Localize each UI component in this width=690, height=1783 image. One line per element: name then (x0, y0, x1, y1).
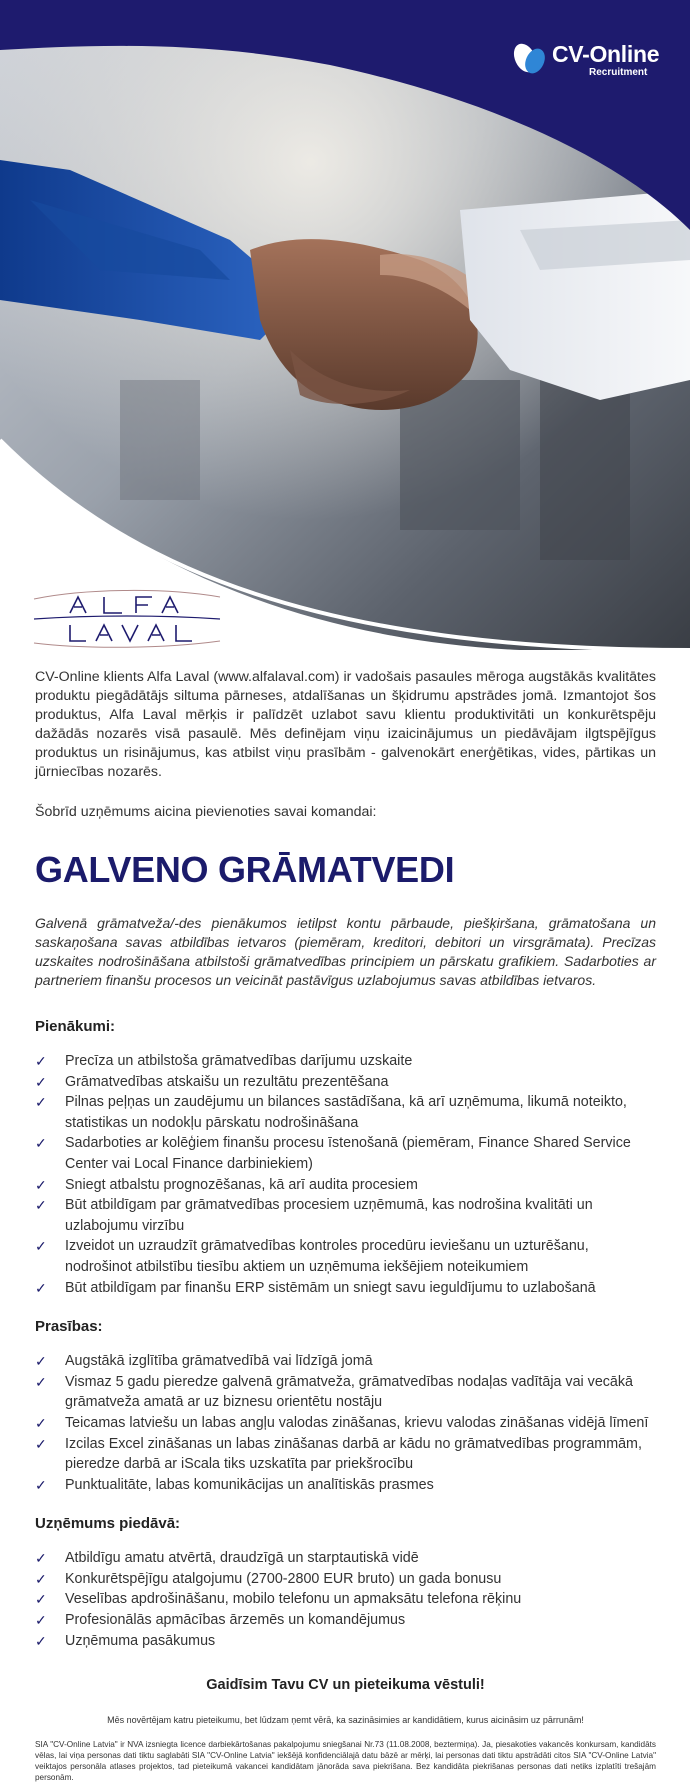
duties-list (35, 1051, 656, 1298)
legal-disclaimer: SIA "CV-Online Latvia" ir NVA izsniegta licence darbiekārtošanas pakalpojumu sniegšanai Nr.73 (11.08.2008, beztermiņa). Ja, piesakoties vakancēs konkursam, kandidāts vēlas, lai viņa personas dati tiktu saglabāti SIA "CV-Online Latvia" iekšējā konfidenciālajā datu bāzē ar mērķi, lai personas dati tiktu apstrādāti citos SIA "CV-Online Latvia" veiktajos personāla atlases projektos, tad pieteikumā vakancei kandidātam jānorāda sava piekrišana. Bez kandidāta piekrišanas personas dati netiks izplatīti trešajām personām. (35, 1740, 656, 1783)
check-icon: ✓ (35, 1094, 47, 1111)
intro-paragraph: CV-Online klients Alfa Laval (www.alfalaval.com) ir vadošais pasaules mēroga augstākās kvalitātes produktu piegādātājs siltuma pārneses, atdalīšanas un šķidrumu apstrādes jomā. Izmantojot šos produktus, Alfa Laval mērķis ir palīdzēt uzlabot savu klientu produktivitāti un konkurētspēju dažādās nozarēs visā pasaulē. Mēs definējam viņu izaicinājumus un piedāvājam ilgtspējīgus produktus un risinājumus, kas atbilst viņu prasībām - galvenokārt enerģētikas, vides, pārtikas un jūrniecības nozarēs. (35, 669, 656, 780)
job-title: GALVENO GRĀMATVEDI (35, 849, 455, 890)
check-icon: ✓ (35, 1612, 47, 1629)
offer-list (35, 1548, 656, 1651)
list-item: ✓ Būt atbildīgam par finanšu ERP sistēmām un sniegt savu ieguldījumu to uzlabošanā (35, 1278, 656, 1299)
check-icon: ✓ (35, 1632, 47, 1649)
list-item: ✓ Sniegt atbalstu prognozēšanas, kā arī audita procesiem (35, 1175, 656, 1196)
list-item: ✓ Augstākā izglītība grāmatvedībā vai līdzīgā jomā (35, 1351, 656, 1372)
list-item: ✓ Izveidot un uzraudzīt grāmatvedības kontroles procedūru ieviešanu un uzturēšanu, nodrošinot atbilstību tiesību aktiem un uzņēmuma iekšējiem noteikumiem (35, 1238, 589, 1275)
list-item: ✓ Precīza un atbilstoša grāmatvedības darījumu uzskaite (35, 1051, 656, 1072)
check-icon: ✓ (35, 1476, 47, 1493)
list-item: ✓ Sadarboties ar kolēģiem finanšu procesu īstenošanā (piemēram, Finance Shared Service Center vai Local Finance darbiniekiem) (35, 1135, 631, 1172)
check-icon: ✓ (35, 1373, 47, 1390)
duties-section (35, 1018, 656, 1298)
check-icon: ✓ (35, 1197, 47, 1214)
cv-online-logo (512, 42, 659, 79)
brand-sub: Recruitment (589, 67, 648, 78)
hero-banner (0, 0, 690, 650)
cv-online-mark-icon (512, 42, 548, 78)
check-icon: ✓ (35, 1570, 47, 1587)
list-item: ✓ Veselības apdrošināšanu, mobilo telefonu un apmaksātu telefona rēķinu (35, 1589, 656, 1610)
section-heading-duties: Pienākumi: (35, 1018, 116, 1035)
brand-name: CV-Online (552, 41, 660, 67)
list-item: ✓ Būt atbildīgam par grāmatvedības procesiem uzņēmumā, kas nodrošina kvalitāti un uzlabojumu virzību (35, 1197, 593, 1234)
list-item: ✓ Atbildīgu amatu atvērtā, draudzīgā un starptautiskā vidē (35, 1548, 656, 1569)
check-icon: ✓ (35, 1550, 47, 1567)
list-item: ✓ Profesionālās apmācības ārzemēs un komandējumus (35, 1610, 656, 1631)
list-item: ✓ Punktualitāte, labas komunikācijas un analītiskās prasmes (35, 1475, 656, 1496)
section-heading-offer: Uzņēmums piedāvā: (35, 1515, 181, 1533)
list-item: ✓ Konkurētspējīgu atalgojumu (2700-2800 EUR bruto) un gada bonusu (35, 1569, 656, 1590)
invite-line: Šobrīd uzņēmums aicina pievienoties savai komandai: (35, 804, 377, 820)
closing-line: Gaidīsim Tavu CV un pieteikuma vēstuli! (206, 1677, 485, 1694)
offer-section (35, 1515, 656, 1651)
list-item: ✓ Teicamas latviešu un labas angļu valodas zināšanas, krievu valodas zināšanas vidējā līmenī (35, 1413, 656, 1434)
list-item: ✓ Izcilas Excel zināšanas un labas zināšanas darbā ar kādu no grāmatvedības programmām, pieredze darbā ar iScala tiks uzskatīta par priekšrocību (35, 1435, 642, 1473)
list-item: ✓ Pilnas peļņas un zaudējumu un bilances sastādīšana, kā arī uzņēmuma, likumā noteikto, statistikas un nodokļu pārskatu nodrošināšana (35, 1094, 627, 1131)
alfa-laval-logo (32, 585, 222, 655)
list-item: ✓ Vismaz 5 gadu pieredze galvenā grāmatveža, grāmatvedības nodaļas vadītāja vai vecākā grāmatveža amatā ar uz biznesu orientētu nostāju (35, 1373, 633, 1411)
list-item: ✓ Uzņēmuma pasākumus (35, 1631, 656, 1652)
handshake-photo (0, 0, 690, 650)
list-item: ✓ Grāmatvedības atskaišu un rezultātu prezentēšana (35, 1072, 656, 1093)
contact-note: Mēs novērtējam katru pieteikumu, bet lūdzam ņemt vērā, ka sazināsimies ar kandidātiem, kurus aicināsim uz pārrunām! (107, 1715, 584, 1726)
check-icon: ✓ (35, 1073, 47, 1090)
check-icon: ✓ (35, 1135, 47, 1152)
check-icon: ✓ (35, 1176, 47, 1193)
check-icon: ✓ (35, 1238, 47, 1255)
check-icon: ✓ (35, 1414, 47, 1431)
section-heading-requirements: Prasības: (35, 1318, 103, 1336)
check-icon: ✓ (35, 1053, 47, 1069)
job-ad-content (35, 668, 656, 1783)
check-icon: ✓ (35, 1353, 47, 1370)
check-icon: ✓ (35, 1279, 47, 1296)
requirements-list (35, 1351, 656, 1495)
job-description: Galvenā grāmatveža/-des pienākumos ietilpst kontu pārbaude, piešķiršana, grāmatošana un saskaņošana savas atbildības ietvaros (piemēram, kreditori, debitori un virsgrāmata). Precīzas uzskaites nodrošināšana atbilstoši grāmatvedības principiem un pārskatu grafikiem. Sadarboties ar partneriem finanšu procesos un veicināt pastāvīgus uzlabojumus savas atbildības ietvaros. (35, 915, 656, 988)
check-icon: ✓ (35, 1435, 47, 1452)
requirements-section (35, 1318, 656, 1495)
check-icon: ✓ (35, 1591, 47, 1608)
